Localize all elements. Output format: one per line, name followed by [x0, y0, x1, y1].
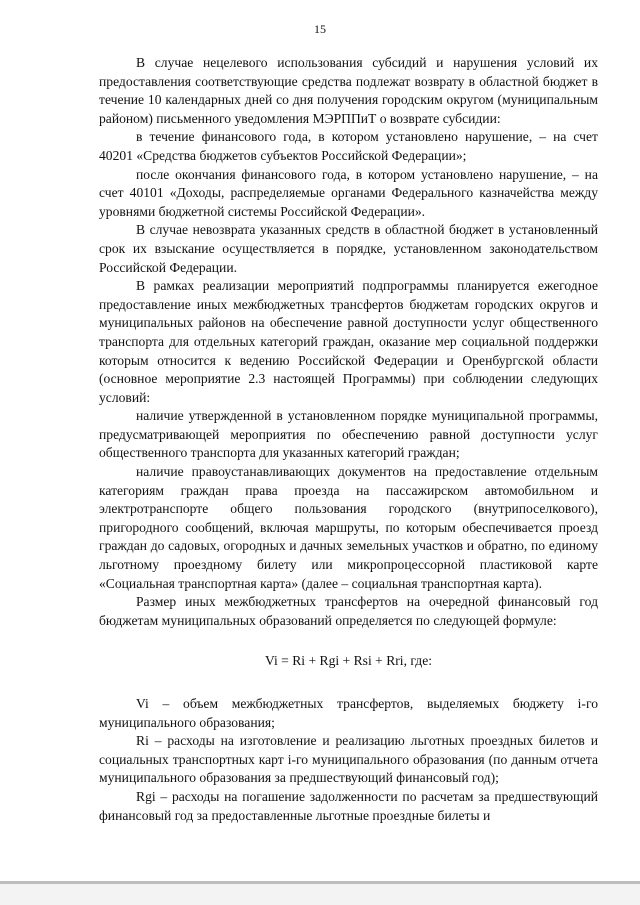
paragraph: В случае нецелевого использования субсидий и нарушения условий их предоставления соответствующие средства подлежат возврату в областной бюджет в течение 10 календарных дней со дня получения городским округом (муниципальным районом) письменного уведомления МЭРППиТ о возврате субсидии:	[99, 55, 598, 126]
paragraph: Размер иных межбюджетных трансфертов на очередной финансовый год бюджетам муниципальных образований определяется по следующей формуле:	[99, 594, 598, 628]
paragraph: наличие правоустанавливающих документов на предоставление отдельным категориям граждан права проезда на пассажирском автомобильном и электротранспорте общего пользования городского (внутрипоселкового), пригородного сообщений, включая маршруты, по которым обеспечивается проезд граждан до садовых, огородных и дачных земельных участков и обратно, по единому льготному проездному билету или микропроцессорной пластиковой карте «Социальная транспортная карта» (далее – социальная транспортная карта).	[99, 464, 598, 591]
bottom-shade	[0, 884, 640, 905]
formula: Vi = Ri + Rgi + Rsi + Rri, где:	[264, 653, 433, 669]
definition: Ri – расходы на изготовление и реализацию льготных проездных билетов и социальных транспортных карт i-го муниципального образования (по данным отчета муниципального образования за предшествующий финансовый год);	[99, 733, 598, 786]
page-number: 15	[314, 22, 326, 36]
definition: Vi – объем межбюджетных трансфертов, выделяемых бюджету i-го муниципального образования;	[99, 696, 598, 730]
paragraph: после окончания финансового года, в котором установлено нарушение, – на счет 40101 «Доходы, распределяемые органами Федерального казначейства между уровнями бюджетной системы Российской Федерации».	[99, 166, 598, 219]
definition: Rgi – расходы на погашение задолженности по расчетам за предшествующий финансовый год за предоставленные льготные проездные билеты и	[99, 788, 598, 823]
paragraph: в течение финансового года, в котором установлено нарушение, – на счет 40201 «Средства бюджетов субъектов Российской Федерации»;	[99, 129, 598, 163]
paragraph: В рамках реализации мероприятий подпрограммы планируется ежегодное предоставление иных межбюджетных трансфертов бюджетам городских округов и муниципальных районов на обеспечение равной доступности услуг общественного транспорта для отдельных категорий граждан, оказание мер социальной поддержки которым относится к ведению Российской Федерации и Оренбургской области (основное мероприятие 2.3 настоящей Программы) при соблюдении следующих условий:	[99, 278, 598, 405]
paragraph: В случае невозврата указанных средств в областной бюджет в установленный срок их взыскание осуществляется в порядке, установленном законодательством Российской Федерации.	[99, 222, 598, 275]
paragraph: наличие утвержденной в установленном порядке муниципальной программы, предусматривающей мероприятия по обеспечению равной доступности услуг общественного транспорта для указанных категорий граждан;	[99, 408, 598, 461]
document-body	[99, 54, 598, 825]
